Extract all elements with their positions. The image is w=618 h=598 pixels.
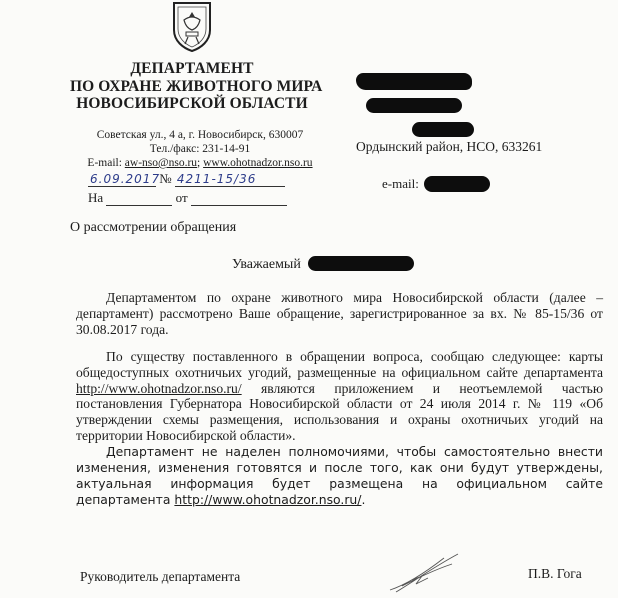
ohotnadzor-link-2[interactable]: http://www.ohotnadzor.nso.ru/ xyxy=(174,492,362,507)
redaction-recipient-locality xyxy=(412,122,474,137)
signatory-name: П.В. Гога xyxy=(528,566,582,581)
registration-date: 6.09.2017 xyxy=(90,172,161,186)
redaction-recipient-email xyxy=(424,176,490,192)
recipient-email-label: e-mail: xyxy=(382,176,419,191)
salutation: Уважаемый xyxy=(232,257,301,272)
signature-scribble-icon xyxy=(388,550,464,594)
site-link[interactable]: www.ohotnadzor.nso.ru xyxy=(203,157,313,169)
signatory-role: Руководитель департамента xyxy=(80,569,241,584)
body-paragraph-2: По существу поставленного в обращении вопроса, сообщаю следующее: карты общедоступных охотничьих угодий, размещенные на официальном сайте департамента http://www.ohotnadzor.nso.ru/ являются приложением и неотъемлемой частью постановления Губернатора Новосибирской области от 24 июля 2014 г. № 119 «Об утверждении схемы размещения, использования и охраны охотничьих угодий на территории Новосибирской области». xyxy=(76,349,603,443)
letter-subject: О рассмотрении обращения xyxy=(70,220,237,235)
redaction-recipient-name xyxy=(356,73,472,90)
department-address: Советская ул., 4 а, г. Новосибирск, 630007 xyxy=(96,129,304,141)
ot-blank xyxy=(191,189,287,206)
redaction-addressee-name xyxy=(308,256,414,271)
na-label: На xyxy=(88,190,104,205)
redaction-recipient-address xyxy=(366,98,462,113)
recipient-district: Ордынский район, НСО, 633261 xyxy=(356,139,543,154)
ot-label: от xyxy=(175,190,188,205)
coat-of-arms-icon xyxy=(168,0,216,52)
number-label: № xyxy=(159,171,172,186)
department-phone: Тел./факс: 231-14-91 xyxy=(149,143,251,155)
email-link[interactable]: aw-nso@nso.ru xyxy=(124,157,198,169)
ohotnadzor-link[interactable]: http://www.ohotnadzor.nso.ru/ xyxy=(76,380,242,396)
reference-row xyxy=(88,189,287,206)
department-email-line: E-mail: aw-nso@nso.ru; www.ohotnadzor.nso.ru xyxy=(87,157,313,169)
body-paragraph-3: Департамент не наделен полномочиями, чтобы самостоятельно внести изменения, изменения готовятся и после того, как они будут утверждены, актуальная информация будет размещена на официальном сайте департамента http://www.ohotnadzor.nso.ru/. xyxy=(76,444,603,507)
department-title: ДЕПАРТАМЕНТ ПО ОХРАНЕ ЖИВОТНОГО МИРА НОВОСИБИРСКОЙ ОБЛАСТИ xyxy=(70,60,323,112)
body-paragraph-1: Департаментом по охране животного мира Новосибирской области (далее – департамент) рассмотрено Ваше обращение, зарегистрированное за вх. № 85-15/36 от 30.08.2017 года. xyxy=(76,290,603,337)
registration-row xyxy=(88,171,285,187)
na-blank xyxy=(106,189,172,206)
registration-number: 4211-15/36 xyxy=(175,172,285,187)
